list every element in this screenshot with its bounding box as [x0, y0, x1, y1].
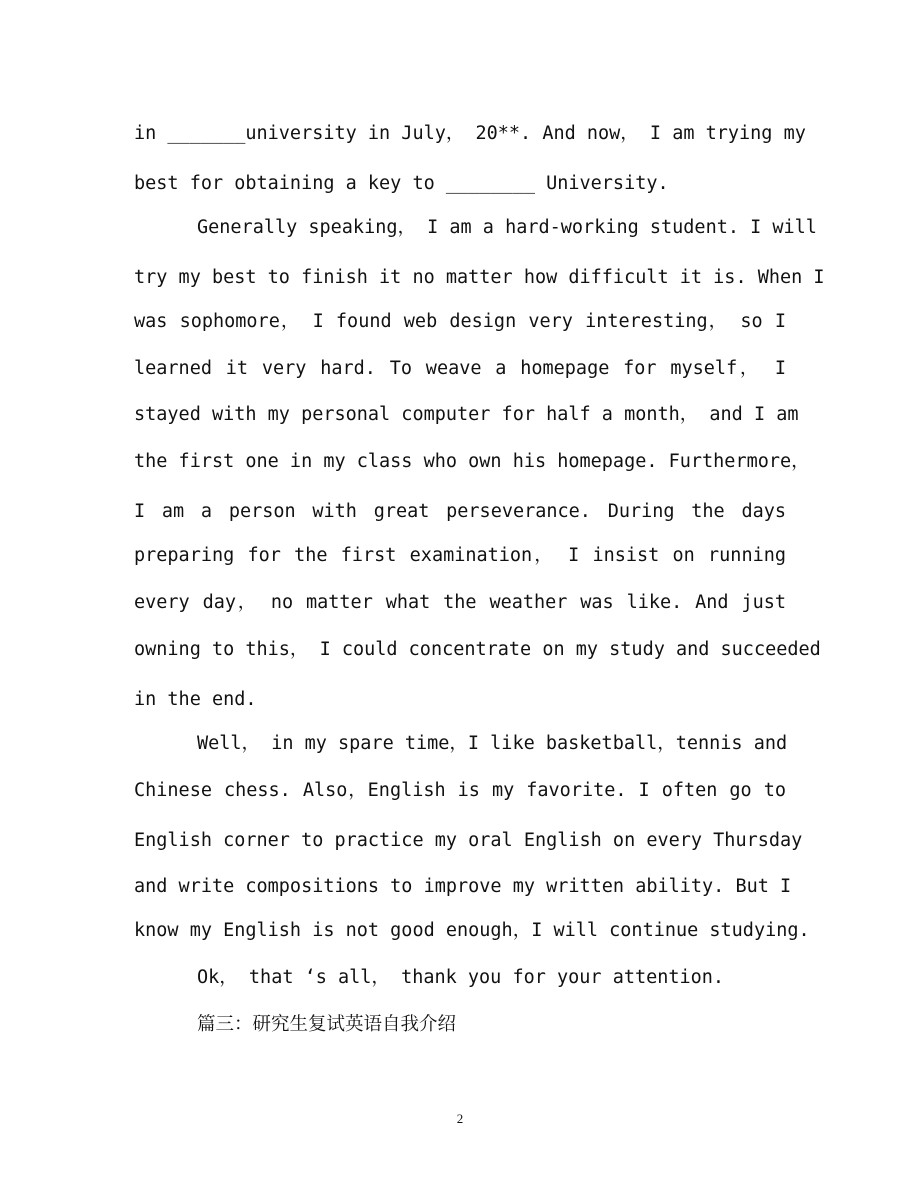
text-line: in the end.: [134, 689, 257, 710]
text-line: know my English is not good enough，I will continue studying.: [134, 920, 810, 941]
text-line: Chinese chess. Also，English is my favorite. I often go to: [134, 780, 786, 801]
text-line: stayed with my personal computer for half a month， and I am: [134, 404, 799, 425]
paragraph-first-line: Generally speaking， I am a hard-working student. I will: [197, 217, 817, 238]
text-line: owning to this， I could concentrate on my study and succeeded: [134, 639, 821, 660]
text-line: was sophomore， I found web design very interesting， so I: [134, 311, 786, 332]
text-line: try my best to finish it no matter how difficult it is. When I: [134, 267, 825, 288]
text-line: I am a person with great perseverance. During the days: [134, 501, 786, 522]
text-line: the first one in my class who own his homepage. Furthermore，: [134, 451, 810, 472]
text-line: learned it very hard. To weave a homepage for myself， I: [134, 358, 786, 379]
text-line: every day， no matter what the weather was like. And just: [134, 592, 786, 613]
section-heading: 篇三：研究生复试英语自我介绍: [197, 1014, 457, 1035]
text-line: and write compositions to improve my written ability. But I: [134, 876, 792, 897]
text-line: in _______university in July， 20**. And now， I am trying my: [134, 123, 806, 144]
text-line: preparing for the first examination， I insist on running: [134, 545, 786, 566]
text-line: best for obtaining a key to ________ University.: [134, 173, 669, 194]
paragraph-first-line: Ok， that ‘s all， thank you for your attention.: [197, 967, 725, 988]
text-line: English corner to practice my oral English on every Thursday: [134, 830, 803, 851]
page-number: 2: [456, 1111, 464, 1126]
paragraph-first-line: Well， in my spare time，I like basketball，tennis and: [197, 733, 788, 754]
